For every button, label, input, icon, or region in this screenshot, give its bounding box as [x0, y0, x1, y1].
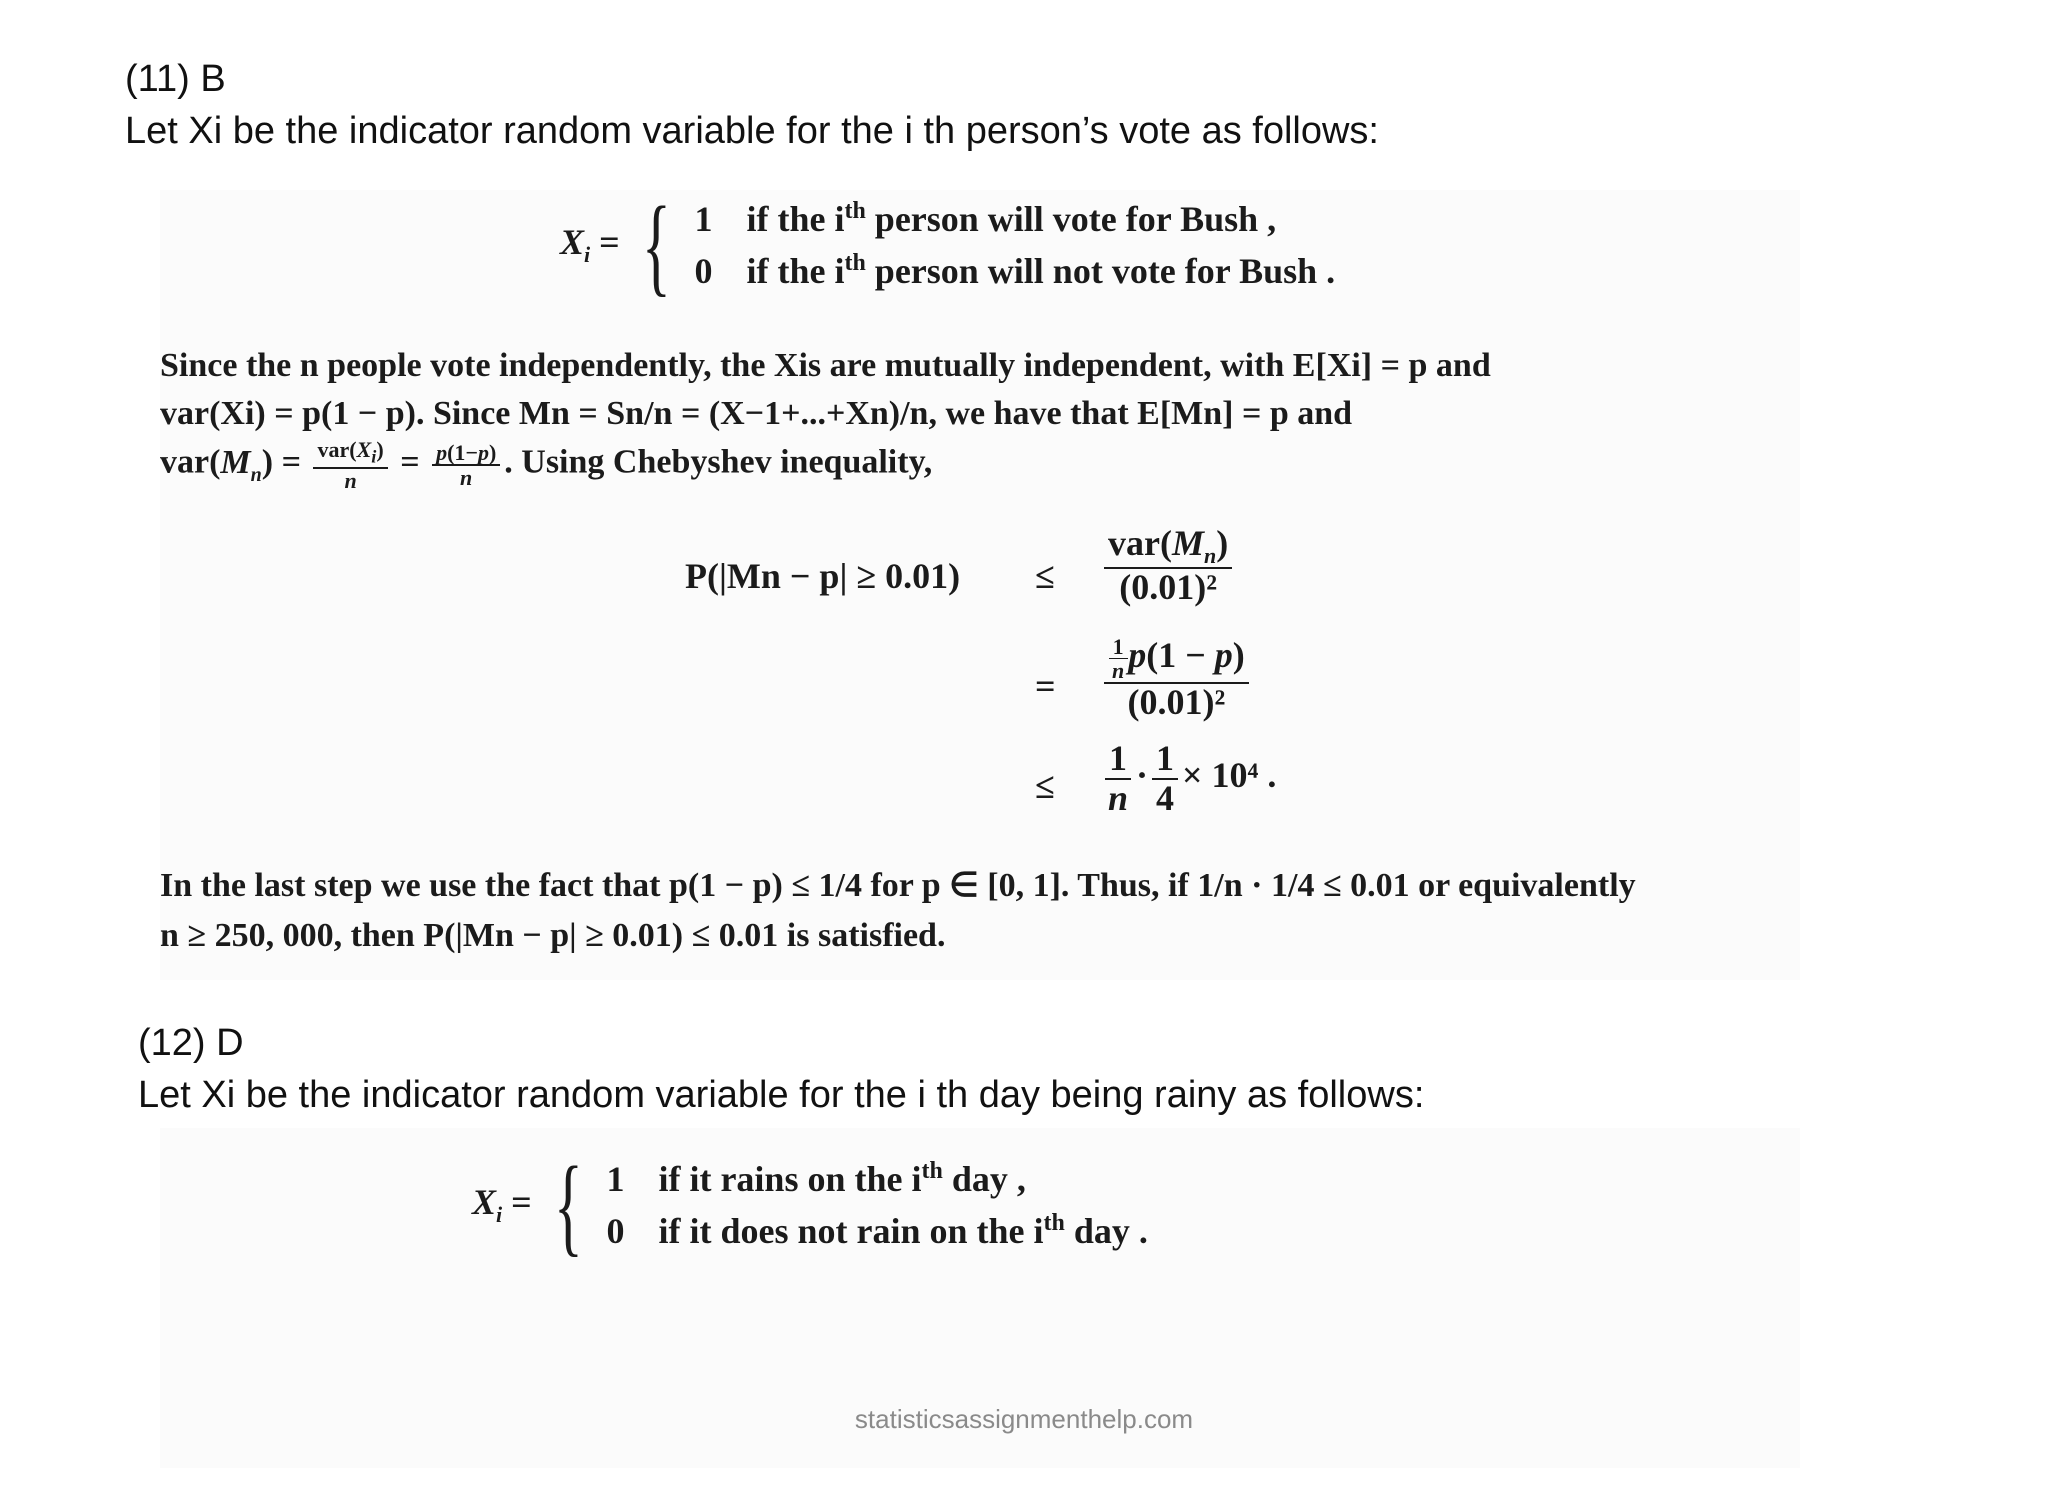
- xi-label: $X_i$ =: [560, 222, 620, 268]
- q12-case0-text: if it does not rain on the i: [658, 1211, 1044, 1251]
- var-frac-1: $\frac{var(X_i)}{n}$: [313, 438, 387, 492]
- var-frac-2: $\frac{p(1-p)}{n}$: [432, 441, 500, 489]
- chebyshev-intro: . Using Chebyshev inequality,: [504, 443, 933, 481]
- q12-case1-text: if it rains on the i: [658, 1159, 922, 1199]
- q11-cases: [560, 184, 1336, 306]
- ineq-rhs2: $\frac{1}{n}$ p(1 − p) (0.01)²: [1100, 635, 1253, 722]
- q11-para1-line3: $var(M_n)$ = $\frac{var(X_i)}{n}$ = $\frac{p(1-p)}{n}$ . Using Chebyshev inequality,: [160, 437, 933, 493]
- brace-icon: {: [553, 1144, 583, 1266]
- q12-intro: Let Xi be the indicator random variable for the i th day being rainy as follows:: [138, 1074, 1425, 1116]
- ineq-den1: (0.01)²: [1119, 567, 1217, 608]
- q12-cases: [472, 1144, 1148, 1266]
- xi-label-12: $X_i$ =: [472, 1182, 532, 1228]
- q12-case1-tail: day ,: [951, 1159, 1026, 1199]
- q11-para2-line1: In the last step we use the fact that p(1 − p) ≤ 1/4 for p ∈ [0, 1]. Thus, if 1/n · 1/4 ≤ 0.01 or equivalently: [160, 867, 1636, 904]
- q12-case0-value: 0: [606, 1211, 625, 1251]
- q11-para1-line1: Since the n people vote independently, the Xis are mutually independent, with E[Xi] = p and: [160, 347, 1491, 384]
- q12-case1-sup: th: [921, 1158, 943, 1184]
- q12-case0-tail: day .: [1073, 1211, 1148, 1251]
- q12-case0-sup: th: [1043, 1210, 1065, 1236]
- q11-para2-line2: n ≥ 250, 000, then P(|Mn − p| ≥ 0.01) ≤ 0.01 is satisfied.: [160, 917, 946, 954]
- q12-case1-value: 1: [606, 1159, 625, 1199]
- case1-tail: person will vote for Bush ,: [874, 199, 1277, 239]
- case0-sup: th: [844, 250, 866, 276]
- case1-text: if the i: [746, 199, 845, 239]
- ineq-rel3: ≤: [1035, 766, 1055, 806]
- ineq-lhs: P(|Mn − p| ≥ 0.01): [685, 556, 961, 596]
- q12-heading: (12) D: [138, 1022, 244, 1064]
- ineq-rhs1: $\frac{var(M_n)}{\text{(0.01)²}}$: [1100, 525, 1236, 607]
- q11-para1-line2: var(Xi) = p(1 − p). Since Mn = Sn/n = (X−1+...+Xn)/n, we have that E[Mn] = p and: [160, 395, 1353, 432]
- footer-site: statisticsassignmenthelp.com: [854, 1404, 1194, 1434]
- case1-sup: th: [844, 198, 866, 224]
- q11-intro: Let Xi be the indicator random variable for the i th person’s vote as follows:: [125, 110, 1379, 152]
- brace-icon: {: [641, 184, 671, 306]
- q11-heading: (11) B: [125, 58, 226, 100]
- ineq-rel1: ≤: [1035, 556, 1055, 596]
- ineq-den2: (0.01)²: [1127, 682, 1226, 723]
- case0-tail: person will not vote for Bush .: [874, 251, 1336, 291]
- ineq-rhs3-tail: × 10⁴ .: [1182, 755, 1277, 796]
- case0-text: if the i: [746, 251, 845, 291]
- ineq-rhs3: $\frac{1}{n}$ · $\frac{1}{4}$ × 10⁴ .: [1100, 740, 1276, 818]
- case1-value: 1: [694, 199, 713, 239]
- case0-value: 0: [694, 251, 713, 291]
- ineq-rel2: =: [1035, 666, 1056, 706]
